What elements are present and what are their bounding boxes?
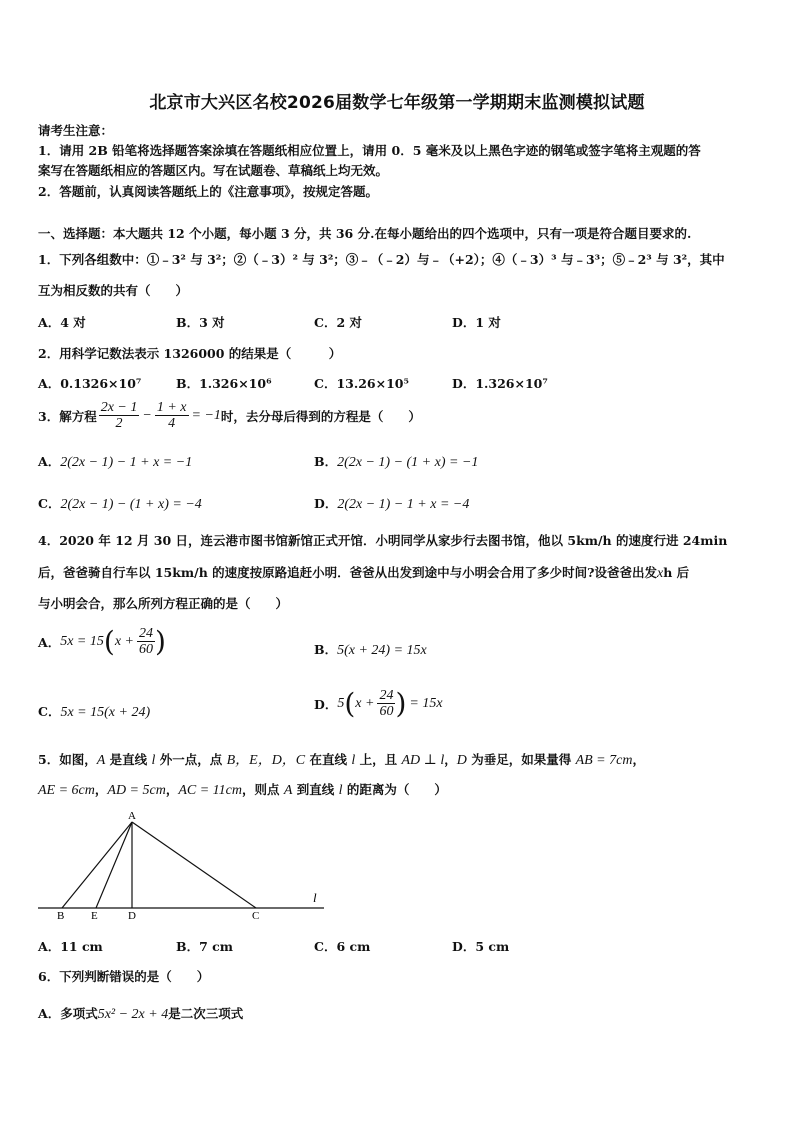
label-e: E (91, 910, 98, 922)
q4-option-a[interactable]: A． 5x = 15 ( x + $\frac{24}{60}$ ) (38, 625, 166, 658)
q4-option-b[interactable] (314, 640, 427, 659)
q3-option-a[interactable] (38, 452, 192, 471)
q3-frac2-num: 1 + x (156, 400, 187, 415)
q4-option-d-pre: 5 (337, 695, 345, 711)
notice-line-1b: 案写在答题纸相应的答题区内。写在试题卷、草稿纸上均无效。 (38, 163, 389, 178)
q3-rhs: = −1 (191, 407, 221, 423)
q5-line-l: l (151, 753, 156, 768)
q5-ae: AE = 6cm (38, 783, 95, 798)
q4-line2-var: x (656, 566, 664, 581)
q3-option-d-label: D． (314, 496, 338, 511)
q4-option-c-expr: 5x = 15(x + 24) (60, 705, 151, 720)
q5-text-8: ， (632, 752, 645, 767)
q2-option-d[interactable]: D．1.326×10⁷ (452, 376, 548, 391)
q5-text-5: 上，且 (355, 752, 402, 767)
q5-line-l-2: l (351, 753, 356, 768)
q1-stem-line1: 1．下列各组数中：①﹣3² 与 3²；②（﹣3）² 与 3²；③﹣（﹣2）与﹣（+2）；④（﹣3）³ 与﹣3³；⑤﹣2³ 与 3²，其中 (38, 252, 725, 267)
q4-d-den: 60 (379, 704, 394, 719)
q3-option-d-expr: 2(2x − 1) − 1 + x = −4 (337, 497, 470, 512)
q2-option-b[interactable]: B．1.326×10⁶ (176, 376, 272, 391)
q4-option-c[interactable] (38, 702, 150, 721)
q5-text-2: 是直线 (105, 752, 152, 767)
q4-option-a-label: A． (38, 634, 61, 650)
q5-option-d[interactable]: D．5 cm (452, 939, 510, 954)
q5-points: B，E，D，C (226, 753, 306, 768)
notice-line-2: 2．答题前，认真阅读答题纸上的《注意事项》，按规定答题。 (38, 184, 378, 199)
q5-point-a: A (96, 753, 106, 768)
q4-option-a-x: x + (114, 633, 134, 649)
q5-perp: AD ⊥ l (401, 753, 445, 768)
q3-option-b-expr: 2(2x − 1) − (1 + x) = −1 (337, 455, 479, 470)
q3-option-b-label: B． (314, 454, 338, 469)
q3-option-c[interactable] (38, 494, 202, 513)
q1-option-b[interactable]: B．3 对 (176, 315, 225, 330)
q5-geometry-diagram (30, 808, 340, 926)
q4-d-num: 24 (379, 688, 394, 703)
q4-option-d-x: x + (355, 695, 375, 711)
q5-sep-2: ， (165, 782, 179, 797)
q3-option-d[interactable] (314, 494, 469, 513)
q3-fraction-2 (155, 400, 189, 431)
q5-option-c[interactable]: C．6 cm (314, 939, 371, 954)
q2-stem: 2．用科学记数法表示 1326000 的结果是（ ） (38, 346, 342, 361)
q5-ac: AC = 11cm (178, 783, 242, 798)
segment-ae (96, 822, 132, 908)
q4-option-d-label: D． (314, 696, 338, 712)
q3-fraction-1 (99, 400, 140, 431)
q3-option-b[interactable] (314, 452, 478, 471)
q5-point-d: D (456, 753, 467, 768)
q4-stem-line1: 4．2020 年 12 月 30 日，连云港市图书馆新馆正式开馆．小明同学从家步行去图书馆，他以 5km/h 的速度行进 24min (38, 533, 728, 548)
q4-a-num: 24 (138, 626, 153, 641)
q3-option-c-expr: 2(2x − 1) − (1 + x) = −4 (60, 497, 202, 512)
q6-option-a-label: A．多项式 (38, 1006, 98, 1021)
q5-ab: AB = 7cm (575, 753, 633, 768)
q4-line2-end: h 后 (663, 565, 690, 580)
q2-option-a[interactable]: A．0.1326×10⁷ (38, 376, 142, 391)
label-a: A (128, 810, 136, 822)
label-c: C (252, 910, 260, 922)
segment-ac (132, 822, 256, 908)
label-b: B (57, 910, 65, 922)
q6-option-a-tail: 是二次三项式 (168, 1006, 244, 1021)
q5-option-a[interactable]: A．11 cm (38, 939, 103, 954)
page-title: 北京市大兴区名校2026届数学七年级第一学期期末监测模拟试题 (149, 93, 645, 113)
q5-point-a-2: A (283, 783, 293, 798)
q4-option-c-label: C． (38, 704, 61, 719)
q6-stem: 6．下列判断错误的是（ ） (38, 969, 210, 984)
q3-stem: 3．解方程 $\frac{2x - 1}{2}$ − $\frac{1 + x}{4}$ = −1 时，去分母后得到的方程是（ ） (38, 400, 421, 431)
q6-option-a-expr: 5x² − 2x + 4 (97, 1007, 169, 1022)
q3-frac2-den: 4 (168, 416, 176, 431)
section-heading: 一、选择题：本大题共 12 个小题，每小题 3 分，共 36 分.在每小题给出的四个选项中，只有一项是符合题目要求的. (38, 226, 692, 241)
q1-option-c[interactable]: C．2 对 (314, 315, 362, 330)
q3-option-c-label: C． (38, 496, 61, 511)
q3-suffix: 时，去分母后得到的方程是（ ） (220, 408, 421, 424)
q4-option-a-fraction (137, 626, 155, 657)
q6-option-a[interactable] (38, 1004, 243, 1023)
q4-option-b-expr: 5(x + 24) = 15x (337, 643, 427, 658)
segment-ab (62, 822, 132, 908)
q4-option-d-rhs: = 15x (409, 695, 443, 711)
q5-sep-1: ， (94, 782, 108, 797)
q3-frac1-den: 2 (115, 416, 123, 431)
q1-option-a[interactable]: A．4 对 (38, 315, 86, 330)
q5-text-6: ， (444, 752, 457, 767)
q4-option-a-lhs: 5x = 15 (60, 633, 104, 649)
q3-option-a-expr: 2(2x − 1) − 1 + x = −1 (60, 455, 193, 470)
q3-prefix: 3．解方程 (38, 408, 97, 424)
q1-stem-line2: 互为相反数的共有（ ） (38, 283, 189, 298)
q4-stem-line3: 与小明会合，那么所列方程正确的是（ ） (38, 596, 289, 611)
q3-frac1-num: 2x − 1 (100, 400, 138, 415)
notice-line-1a: 1．请用 2B 铅笔将选择题答案涂填在答题纸相应位置上，请用 0．5 毫米及以上黑色字迹的钢笔或签字笔将主观题的答 (38, 143, 701, 158)
notice-heading: 请考生注意： (38, 123, 114, 138)
q5-text-1: 5．如图， (38, 752, 97, 767)
q4-stem-line2 (38, 563, 689, 582)
q4-option-d[interactable]: D． 5 ( x + $\frac{24}{60}$ ) = 15x (314, 687, 443, 720)
q1-option-d[interactable]: D．1 对 (452, 315, 501, 330)
q5-text-9: ，则点 (241, 782, 284, 797)
q2-option-c[interactable]: C．13.26×10⁵ (314, 376, 409, 391)
q4-line2-text: 后，爸爸骑自行车以 15km/h 的速度按原路追赶小明．爸爸从出发到途中与小明会合用了多少时间?设爸爸出发 (38, 565, 657, 580)
label-l: l (313, 890, 317, 905)
q5-ad: AD = 5cm (107, 783, 166, 798)
q5-line-l-3: l (338, 783, 343, 798)
q5-stem-line2 (38, 780, 447, 799)
q5-text-10: 到直线 (292, 782, 339, 797)
q5-text-4: 在直线 (305, 752, 352, 767)
q5-stem-line1 (38, 749, 645, 769)
q4-option-b-label: B． (314, 642, 338, 657)
q5-text-11: 的距离为（ ） (342, 782, 447, 797)
q3-option-a-label: A． (38, 454, 61, 469)
q5-option-b[interactable]: B．7 cm (176, 939, 233, 954)
q5-text-7: 为垂足，如果量得 (466, 752, 576, 767)
label-d: D (128, 910, 136, 922)
q4-option-d-fraction (377, 688, 395, 719)
q4-a-den: 60 (138, 642, 153, 657)
q5-text-3: 外一点，点 (155, 752, 227, 767)
